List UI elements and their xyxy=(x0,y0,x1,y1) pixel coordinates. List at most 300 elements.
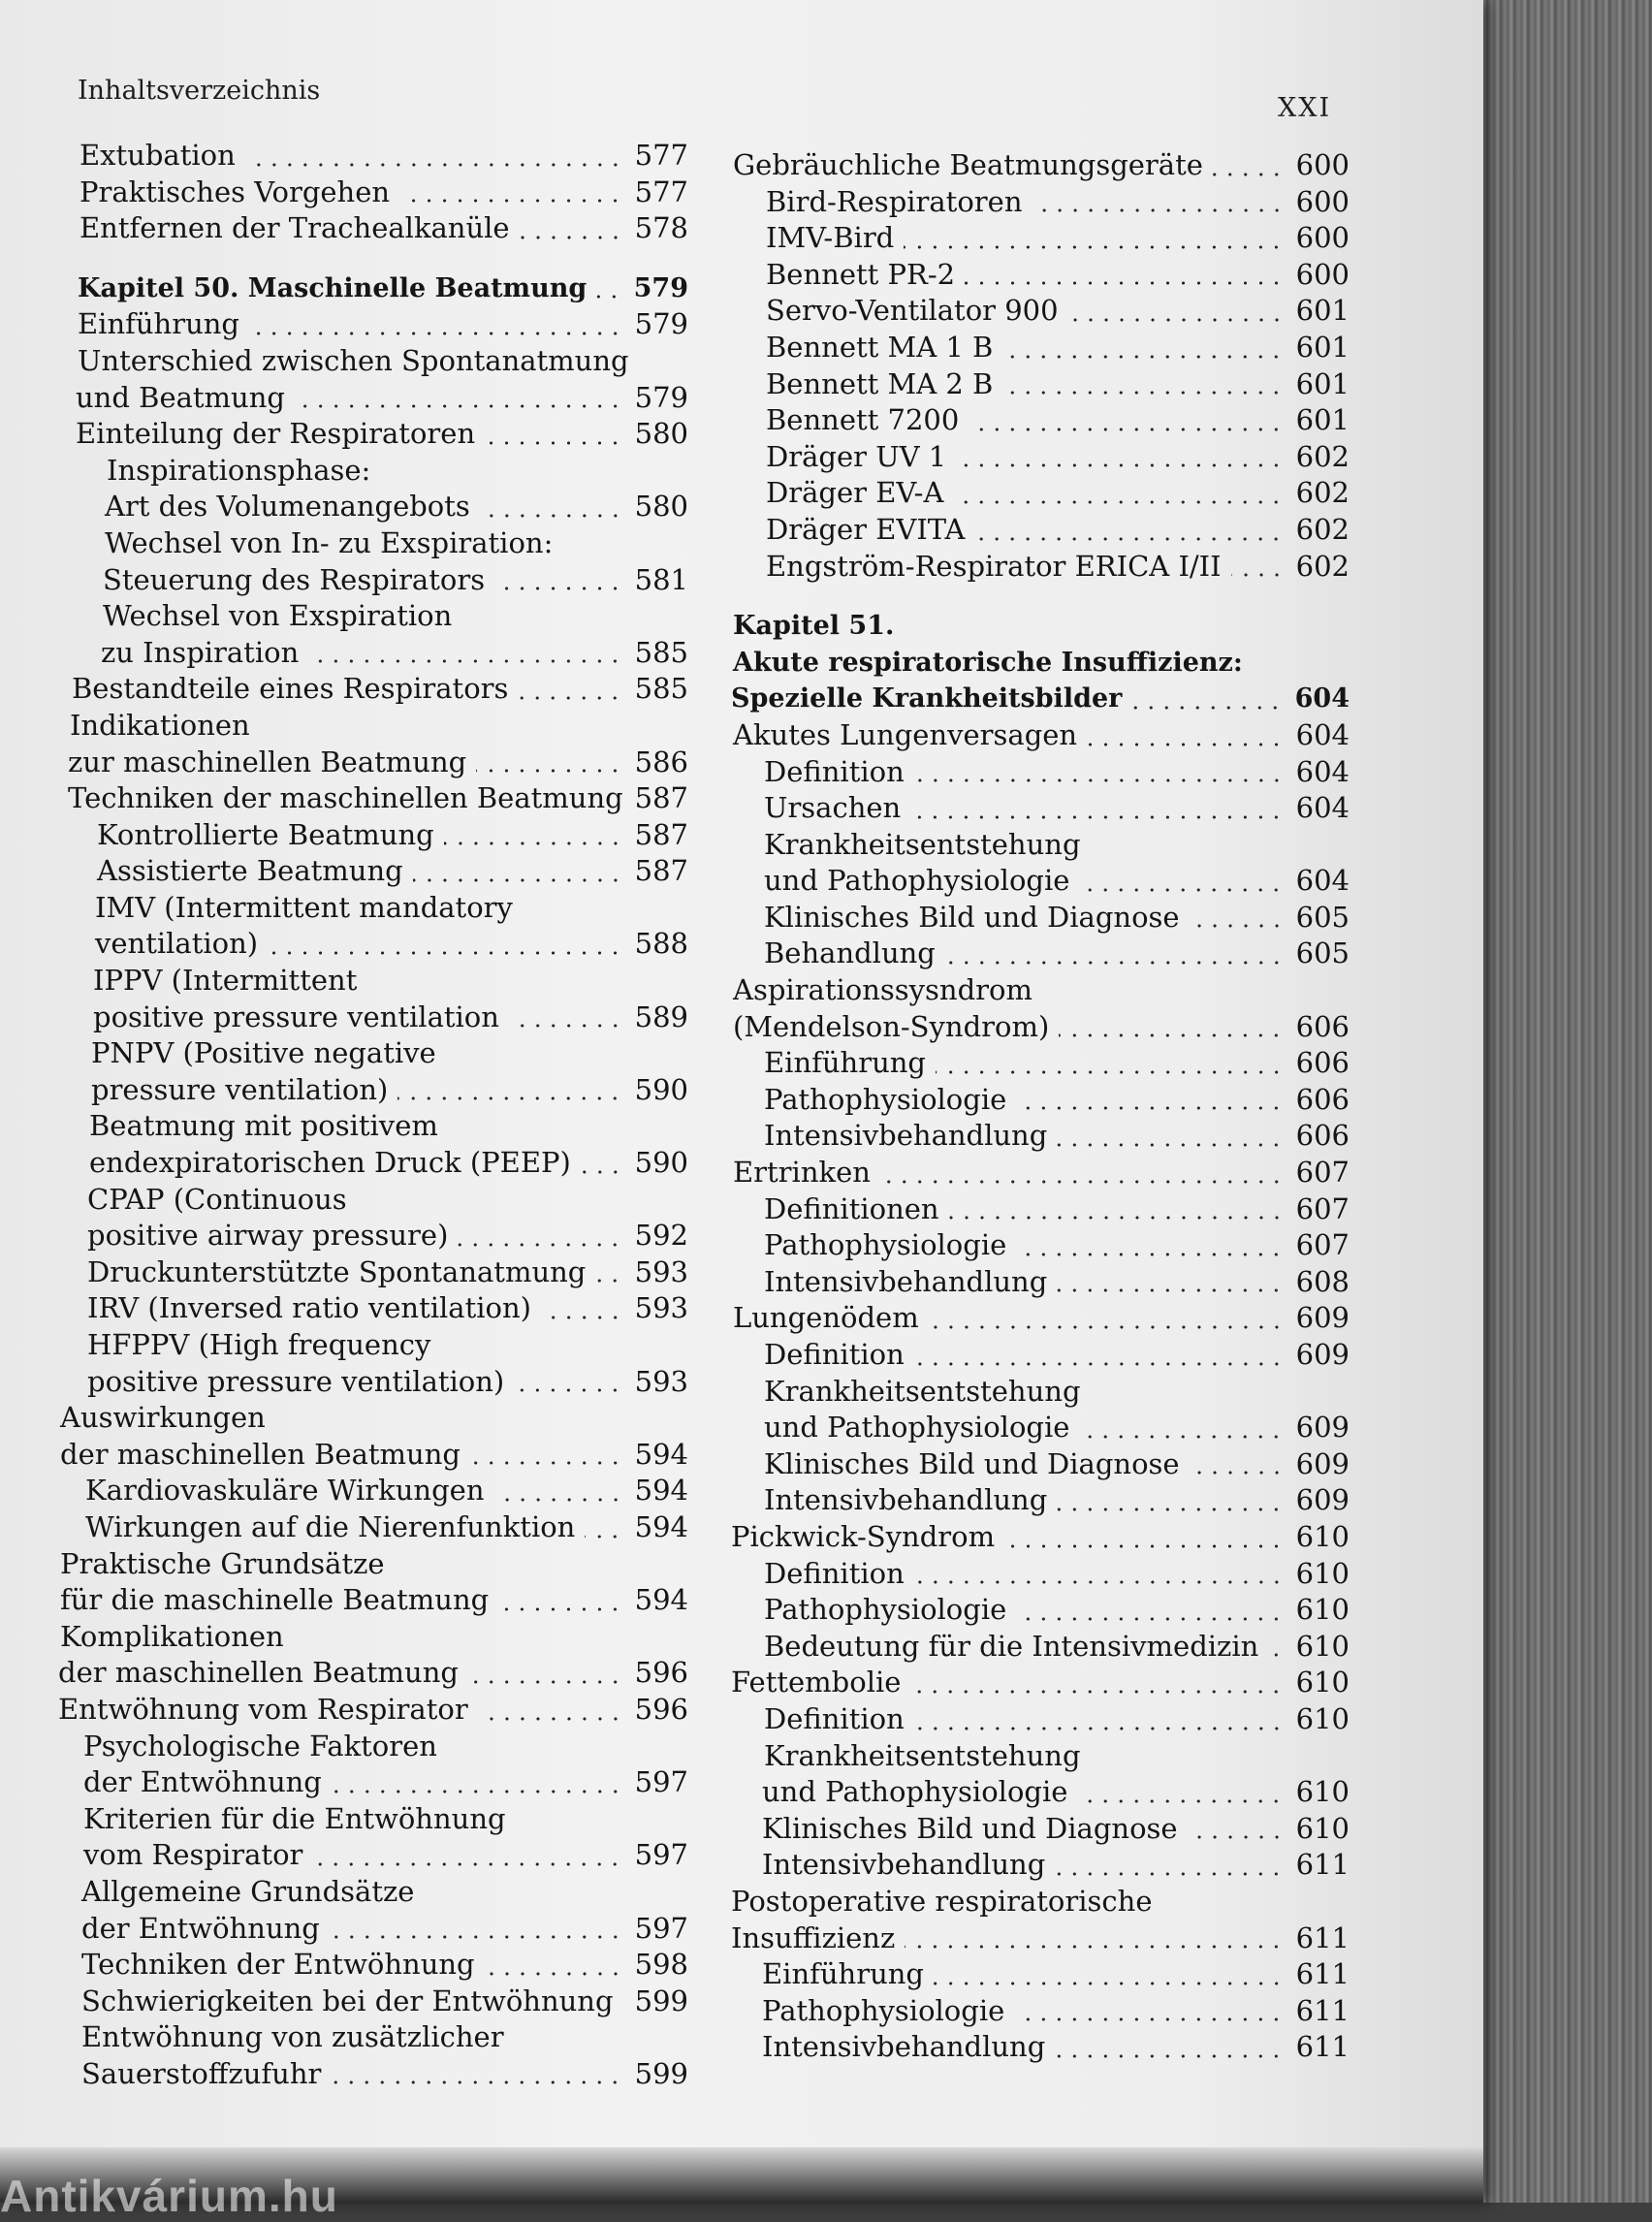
toc-entry xyxy=(729,330,1350,366)
toc-entry xyxy=(58,138,688,175)
toc-entry xyxy=(729,1847,1350,1884)
toc-entry-title: Krankheitsentstehung xyxy=(764,828,1087,861)
toc-entry xyxy=(58,1509,688,1546)
dot-leader xyxy=(1057,1508,1284,1511)
toc-entry-page: 594 xyxy=(629,1509,688,1546)
dot-leader xyxy=(914,1362,1285,1366)
toc-entry-title: Dräger UV 1 xyxy=(766,440,952,473)
toc-entry xyxy=(729,1410,1350,1446)
toc-entry-title: Definition xyxy=(764,1557,910,1590)
toc-entry-page: 590 xyxy=(629,1072,688,1109)
toc-entry-title: Auswirkungen xyxy=(60,1401,271,1434)
toc-entry xyxy=(58,525,688,562)
toc-entry-page: 605 xyxy=(1290,936,1350,972)
toc-entry-title: Kapitel 51. xyxy=(733,611,900,641)
toc-entry-title: Einführung xyxy=(762,1957,930,1990)
toc-entry-title: zu Inspiration xyxy=(101,636,304,669)
toc-entry-title: und Beatmung xyxy=(76,381,291,414)
dot-leader xyxy=(1016,1106,1284,1110)
page-number: XXI xyxy=(1278,93,1331,123)
toc-entry-title: pressure ventilation) xyxy=(91,1073,394,1106)
toc-entry xyxy=(729,1556,1350,1593)
toc-entry-page: 607 xyxy=(1290,1227,1350,1264)
dot-leader xyxy=(1190,924,1285,928)
toc-entry xyxy=(729,790,1350,827)
toc-entry-title: Definition xyxy=(764,1338,910,1371)
toc-entry-page: 594 xyxy=(629,1437,688,1474)
toc-entry xyxy=(58,2056,688,2093)
dot-leader xyxy=(498,1607,622,1611)
toc-entry-title: Krankheitsentstehung xyxy=(764,1739,1087,1772)
toc-entry-title: Insuffizienz xyxy=(731,1921,901,1954)
dot-leader xyxy=(974,537,1284,541)
toc-entry xyxy=(58,890,688,927)
toc-entry-title: Inspirationsphase: xyxy=(107,454,376,487)
toc-entry-page: 585 xyxy=(629,671,688,708)
toc-entry xyxy=(58,453,688,490)
toc-entry-page: 602 xyxy=(1290,549,1350,586)
toc-entry xyxy=(58,1072,688,1109)
toc-entry-page: 600 xyxy=(1290,147,1350,184)
dot-leader xyxy=(312,1862,622,1866)
dot-leader xyxy=(1057,1143,1284,1147)
toc-entry xyxy=(729,1665,1350,1701)
toc-entry xyxy=(729,1045,1350,1082)
toc-entry-title: Assistierte Beatmung xyxy=(97,854,409,887)
toc-entry-title: Einteilung der Respiratoren xyxy=(76,417,481,450)
dot-leader xyxy=(1079,1435,1284,1439)
toc-entry xyxy=(58,853,688,890)
dot-leader xyxy=(596,295,621,299)
dot-leader xyxy=(1002,355,1284,359)
toc-entry-page: 594 xyxy=(629,1582,688,1619)
toc-entry xyxy=(58,380,688,417)
toc-entry-title: Schwierigkeiten bei der Entwöhnung xyxy=(81,1984,620,2017)
toc-entry-page: 601 xyxy=(1290,402,1350,439)
toc-entry-title: Ertrinken xyxy=(733,1156,876,1189)
toc-entry-title: Pathophysiologie xyxy=(764,1228,1012,1261)
toc-entry-title: (Mendelson-Syndrom) xyxy=(733,1010,1055,1043)
dot-leader xyxy=(1068,318,1285,322)
toc-entry-title: Kapitel 50. Maschinelle Beatmung xyxy=(78,273,592,303)
toc-entry-page: 604 xyxy=(1290,863,1350,900)
dot-leader xyxy=(969,428,1284,431)
toc-entry xyxy=(58,1692,688,1729)
dot-leader xyxy=(1002,391,1284,395)
toc-entry-title: Behandlung xyxy=(764,936,941,969)
toc-entry-page: 609 xyxy=(1290,1300,1350,1337)
dot-leader xyxy=(494,587,623,590)
toc-entry-page: 602 xyxy=(1290,512,1350,549)
toc-entry-page: 602 xyxy=(1290,439,1350,476)
toc-entry-title: Indikationen xyxy=(70,709,256,742)
toc-entry-page: 587 xyxy=(629,817,688,854)
toc-entry-title: und Pathophysiologie xyxy=(764,864,1075,897)
dot-leader xyxy=(397,1096,622,1100)
toc-entry-page: 609 xyxy=(1290,1337,1350,1374)
toc-entry-title: Gebräuchliche Beatmungsgeräte xyxy=(733,148,1209,181)
toc-entry-title: Ursachen xyxy=(764,791,906,824)
toc-entry-page: 587 xyxy=(629,780,688,817)
toc-entry xyxy=(58,926,688,963)
toc-entry xyxy=(729,1446,1350,1483)
toc-entry xyxy=(58,210,688,247)
toc-entry xyxy=(58,1619,688,1656)
toc-entry-title: IPPV (Intermittent xyxy=(93,964,363,997)
toc-entry-title: Akute respiratorische Insuffizienz: xyxy=(733,648,1249,678)
dot-leader xyxy=(478,1717,623,1721)
toc-entry-title: Allgemeine Grundsätze xyxy=(81,1875,420,1908)
toc-entry xyxy=(729,402,1350,439)
toc-entry-page: 610 xyxy=(1290,1519,1350,1556)
toc-entry xyxy=(58,817,688,854)
toc-entry xyxy=(58,1254,688,1291)
toc-entry-title: Intensivbehandlung xyxy=(764,1483,1053,1516)
toc-entry-title: Aspirationssysndrom xyxy=(733,973,1038,1006)
toc-entry xyxy=(58,1000,688,1036)
toc-entry-page: 610 xyxy=(1290,1665,1350,1701)
toc-entry-page: 593 xyxy=(629,1254,688,1291)
toc-entry xyxy=(729,1482,1350,1519)
toc-entry-title: positive pressure ventilation) xyxy=(87,1365,510,1398)
toc-entry-title: HFPPV (High frequency xyxy=(87,1328,436,1361)
toc-entry xyxy=(58,635,688,672)
chapter-heading xyxy=(729,608,1350,645)
toc-entry-page: 611 xyxy=(1290,1956,1350,1993)
dot-leader xyxy=(956,463,1284,467)
toc-entry-page: 610 xyxy=(1290,1774,1350,1811)
dot-leader xyxy=(399,199,623,203)
toc-entry-page: 588 xyxy=(629,926,688,963)
toc-entry-page: 593 xyxy=(629,1290,688,1327)
dot-leader xyxy=(1014,2017,1284,2021)
toc-entry-title: Fettembolie xyxy=(731,1666,906,1698)
toc-entry-page: 580 xyxy=(629,416,688,453)
toc-entry-title: vom Respirator xyxy=(83,1838,308,1871)
toc-entry-page: 597 xyxy=(629,1837,688,1874)
toc-entry xyxy=(729,1191,1350,1228)
toc-entry-title: zur maschinellen Beatmung xyxy=(68,746,472,778)
toc-entry-page: 577 xyxy=(629,138,688,175)
toc-entry-page: 604 xyxy=(1289,681,1350,717)
dot-leader xyxy=(295,404,623,408)
toc-entry xyxy=(729,936,1350,972)
dot-leader xyxy=(949,1216,1285,1220)
toc-entry xyxy=(729,717,1350,754)
dot-leader xyxy=(1131,706,1283,710)
toc-entry-title: Definition xyxy=(764,1702,910,1735)
toc-entry-title: Art des Volumenangebots xyxy=(105,490,476,523)
dot-leader xyxy=(509,1024,623,1028)
toc-entry-title: Entwöhnung vom Respirator xyxy=(58,1693,474,1726)
dot-leader xyxy=(1268,1653,1284,1657)
toc-left-column xyxy=(58,138,688,2092)
toc-entry-title: Einführung xyxy=(78,307,245,340)
dot-leader xyxy=(331,2080,622,2084)
dot-leader xyxy=(476,769,622,773)
toc-entry-title: Pathophysiologie xyxy=(764,1593,1012,1626)
toc-entry-title: Intensivbehandlung xyxy=(764,1265,1053,1298)
toc-entry xyxy=(58,416,688,453)
toc-entry xyxy=(58,671,688,708)
toc-entry xyxy=(729,1774,1350,1811)
toc-entry xyxy=(729,1374,1350,1411)
toc-entry xyxy=(58,1546,688,1583)
toc-entry-title: Beatmung mit positivem xyxy=(89,1109,444,1142)
toc-entry-page: 602 xyxy=(1290,475,1350,512)
dot-leader xyxy=(1213,173,1285,176)
toc-entry-page: 594 xyxy=(629,1473,688,1509)
toc-entry xyxy=(729,1082,1350,1119)
toc-entry xyxy=(58,175,688,211)
toc-entry xyxy=(729,1629,1350,1666)
dot-leader xyxy=(514,1388,622,1392)
toc-entry-page: 609 xyxy=(1290,1482,1350,1519)
dot-leader xyxy=(1231,573,1285,577)
toc-entry xyxy=(58,1764,688,1801)
running-head: Inhaltsverzeichnis xyxy=(78,76,320,106)
toc-entry-title: Komplikationen xyxy=(60,1620,290,1653)
toc-entry xyxy=(729,293,1350,330)
dot-leader xyxy=(910,1690,1284,1694)
toc-entry-page: 608 xyxy=(1290,1264,1350,1301)
toc-entry-title: PNPV (Positive negative xyxy=(91,1036,442,1069)
dot-leader xyxy=(585,1535,622,1539)
dot-leader xyxy=(929,1325,1285,1329)
toc-entry-page: 606 xyxy=(1290,1009,1350,1046)
toc-entry xyxy=(729,2029,1350,2066)
toc-entry-page: 610 xyxy=(1290,1811,1350,1848)
dot-leader xyxy=(268,951,623,955)
toc-entry-title: für die maschinelle Beatmung xyxy=(60,1583,494,1616)
dot-leader xyxy=(953,500,1284,504)
toc-entry-page: 586 xyxy=(629,745,688,781)
toc-entry xyxy=(729,439,1350,476)
toc-entry-title: Spezielle Krankheitsbilder xyxy=(731,683,1128,714)
toc-entry-title: Intensivbehandlung xyxy=(764,1119,1053,1152)
toc-entry-page: 577 xyxy=(629,175,688,211)
toc-entry xyxy=(729,863,1350,900)
dot-leader xyxy=(470,1461,623,1465)
toc-entry xyxy=(58,489,688,525)
toc-entry-page: 599 xyxy=(629,2056,688,2093)
toc-entry-page: 580 xyxy=(629,489,688,525)
toc-entry-title: der Entwöhnung xyxy=(83,1765,328,1798)
dot-leader xyxy=(914,778,1285,782)
toc-entry-title: Entfernen der Trachealkanüle xyxy=(79,211,516,244)
dot-leader xyxy=(485,441,623,445)
toc-entry-title: Klinisches Bild und Diagnose xyxy=(764,1447,1186,1480)
toc-entry-page: 609 xyxy=(1290,1446,1350,1483)
toc-entry xyxy=(58,598,688,635)
toc-entry xyxy=(729,1956,1350,1993)
toc-entry-title: positive pressure ventilation xyxy=(93,1000,505,1033)
dot-leader xyxy=(914,1727,1285,1730)
toc-entry-page: 604 xyxy=(1290,717,1350,754)
toc-entry xyxy=(729,1337,1350,1374)
toc-entry xyxy=(729,1300,1350,1337)
toc-entry xyxy=(58,1327,688,1364)
dot-leader xyxy=(965,281,1285,285)
toc-entry-page: 604 xyxy=(1290,790,1350,827)
toc-entry-title: und Pathophysiologie xyxy=(762,1775,1073,1808)
toc-entry-page: 579 xyxy=(629,306,688,343)
toc-entry xyxy=(729,1884,1350,1920)
toc-entry xyxy=(729,754,1350,791)
toc-entry-title: der Entwöhnung xyxy=(81,1912,326,1945)
toc-entry-title: Postoperative respiratorische xyxy=(731,1885,1158,1918)
toc-entry-page: 593 xyxy=(629,1364,688,1401)
toc-entry-page: 610 xyxy=(1290,1629,1350,1666)
toc-entry xyxy=(58,1182,688,1219)
chapter-heading xyxy=(58,270,688,307)
dot-leader xyxy=(245,163,623,167)
dot-leader xyxy=(905,1945,1284,1949)
dot-leader xyxy=(1004,1544,1285,1548)
toc-entry-page: 600 xyxy=(1290,257,1350,294)
toc-entry-title: Dräger EVITA xyxy=(766,513,970,546)
dot-leader xyxy=(1077,1799,1284,1803)
toc-entry xyxy=(729,184,1350,221)
dot-leader xyxy=(249,332,623,335)
toc-entry-title: Pickwick-Syndrom xyxy=(731,1520,1001,1553)
toc-entry-title: Sauerstoffzufuhr xyxy=(81,2057,327,2090)
dot-leader xyxy=(518,696,622,700)
toc-entry xyxy=(58,1947,688,1984)
dot-leader xyxy=(485,1972,623,1976)
toc-entry-title: positive airway pressure) xyxy=(87,1219,454,1252)
toc-entry-title: Kriterien für die Entwöhnung xyxy=(83,1802,512,1835)
dot-leader xyxy=(520,236,623,239)
toc-entry-title: Wirkungen auf die Nierenfunktion xyxy=(85,1510,581,1543)
toc-entry-page: 590 xyxy=(629,1145,688,1182)
dot-leader xyxy=(595,1279,622,1283)
dot-leader xyxy=(1188,1835,1285,1839)
toc-entry-title: Bennett PR-2 xyxy=(766,258,961,291)
toc-entry-title: Definition xyxy=(764,755,910,788)
toc-entry-title: Wechsel von In- zu Exspiration: xyxy=(105,526,558,559)
toc-entry xyxy=(58,1290,688,1327)
toc-entry xyxy=(729,1811,1350,1848)
toc-entry-title: Einführung xyxy=(764,1046,932,1079)
toc-entry-title: Techniken der maschinellen Beatmung xyxy=(68,781,629,814)
toc-entry-title: Pathophysiologie xyxy=(764,1083,1012,1116)
toc-entry xyxy=(729,972,1350,1009)
toc-entry-title: Druckunterstützte Spontanatmung xyxy=(87,1255,591,1288)
toc-entry xyxy=(58,1400,688,1437)
toc-entry-title: Klinisches Bild und Diagnose xyxy=(764,901,1186,934)
toc-entry-title: ventilation) xyxy=(95,927,264,960)
toc-entry-title: Dräger EV-A xyxy=(766,476,949,509)
toc-entry-page: 606 xyxy=(1290,1118,1350,1155)
toc-entry-title: Wechsel von Exspiration xyxy=(103,599,458,632)
toc-entry-page: 605 xyxy=(1290,900,1350,936)
toc-entry-page: 596 xyxy=(629,1655,688,1692)
toc-entry-title: Psychologische Faktoren xyxy=(83,1730,443,1762)
dot-leader xyxy=(480,514,623,518)
background-surface xyxy=(1454,0,1652,2203)
dot-leader xyxy=(330,1935,623,1939)
toc-entry-page: 606 xyxy=(1290,1082,1350,1119)
dot-leader xyxy=(308,659,622,663)
toc-entry-title: Definitionen xyxy=(764,1192,945,1225)
toc-entry xyxy=(58,708,688,745)
toc-entry xyxy=(729,1264,1350,1301)
toc-entry-page: 598 xyxy=(629,1947,688,1984)
toc-entry-page: 601 xyxy=(1290,366,1350,403)
toc-entry xyxy=(58,1437,688,1474)
toc-entry-title: IMV (Intermittent mandatory xyxy=(95,891,519,924)
dot-leader xyxy=(880,1180,1285,1184)
toc-entry-title: Engström-Respirator ERICA I/II xyxy=(766,550,1227,583)
toc-entry xyxy=(58,1145,688,1182)
toc-entry-page: 597 xyxy=(629,1911,688,1948)
toc-entry xyxy=(58,2019,688,2056)
toc-entry-page: 610 xyxy=(1290,1556,1350,1593)
toc-entry-page: 607 xyxy=(1290,1191,1350,1228)
dot-leader xyxy=(581,1170,623,1174)
toc-entry xyxy=(729,549,1350,586)
toc-entry xyxy=(729,1519,1350,1556)
toc-entry xyxy=(58,1655,688,1692)
toc-entry xyxy=(58,306,688,343)
toc-entry-page: 609 xyxy=(1290,1410,1350,1446)
toc-entry xyxy=(729,475,1350,512)
dot-leader xyxy=(904,245,1284,249)
toc-entry xyxy=(58,1108,688,1145)
toc-entry-title: Pathophysiologie xyxy=(762,1994,1010,2027)
toc-entry xyxy=(58,745,688,781)
toc-entry-title: der maschinellen Beatmung xyxy=(60,1438,466,1471)
toc-entry xyxy=(729,1227,1350,1264)
section-gap xyxy=(729,585,1350,608)
toc-entry xyxy=(729,1592,1350,1629)
toc-entry-title: Kardiovaskuläre Wirkungen xyxy=(85,1474,491,1507)
toc-entry xyxy=(58,1874,688,1911)
toc-entry-title: Extubation xyxy=(79,139,241,172)
toc-entry-page: 578 xyxy=(629,210,688,247)
dot-leader xyxy=(541,1316,623,1319)
toc-entry-page: 589 xyxy=(629,1000,688,1036)
toc-entry xyxy=(58,963,688,1000)
toc-entry-title: Bird-Respiratoren xyxy=(766,185,1029,218)
toc-entry xyxy=(58,1837,688,1874)
toc-entry-title: Bestandteile eines Respirators xyxy=(72,672,514,705)
toc-entry xyxy=(58,1984,688,2020)
dot-leader xyxy=(1016,1253,1284,1256)
toc-entry xyxy=(729,1920,1350,1957)
toc-entry xyxy=(58,780,688,817)
toc-entry-page: 579 xyxy=(629,380,688,417)
toc-entry xyxy=(58,343,688,380)
dot-leader xyxy=(945,961,1285,965)
dot-leader xyxy=(332,1790,623,1793)
toc-right-column xyxy=(729,147,1350,2066)
toc-entry-title: Lungenödem xyxy=(733,1301,925,1334)
toc-entry xyxy=(729,827,1350,864)
toc-entry-page: 596 xyxy=(629,1692,688,1729)
toc-entry xyxy=(729,220,1350,257)
toc-entry-page: 601 xyxy=(1290,293,1350,330)
dot-leader xyxy=(1190,1471,1285,1475)
dot-leader xyxy=(910,815,1284,819)
dot-leader xyxy=(914,1580,1285,1584)
toc-entry-page: 611 xyxy=(1290,1993,1350,2030)
toc-entry-title: endexpiratorischen Druck (PEEP) xyxy=(89,1146,577,1179)
toc-entry-page: 592 xyxy=(629,1218,688,1254)
toc-entry-page: 597 xyxy=(629,1764,688,1801)
toc-entry xyxy=(58,1035,688,1072)
